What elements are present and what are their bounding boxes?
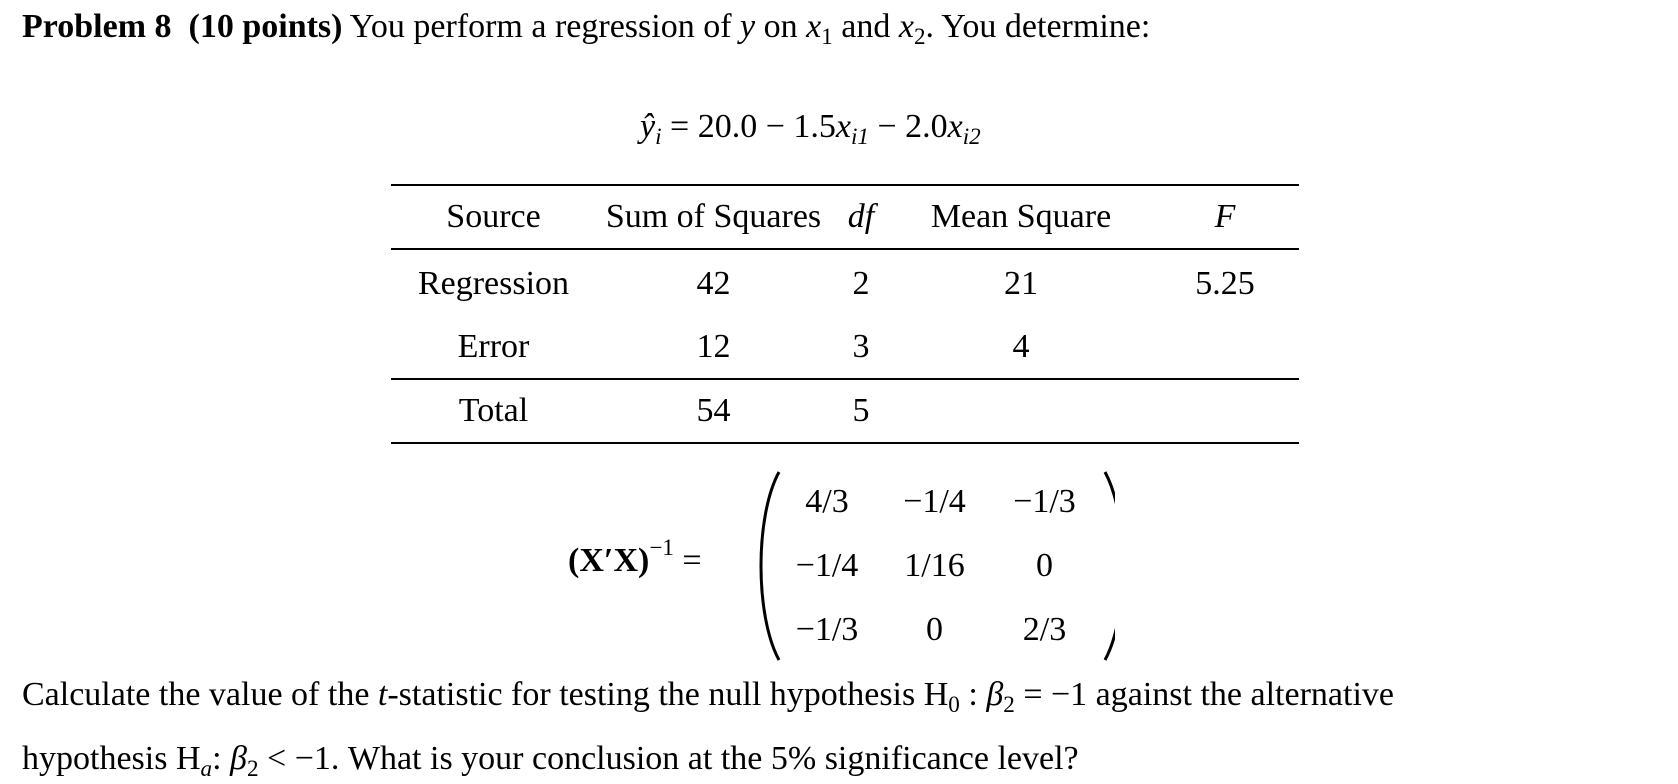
eq-x1: x xyxy=(835,108,851,145)
inverse-exponent: −1 xyxy=(649,534,674,561)
xtx-inverse-matrix xyxy=(755,466,1115,666)
q-beta: β xyxy=(986,676,1004,713)
eq-mid: − 2.0 xyxy=(868,108,948,145)
cell-df: 3 xyxy=(852,328,870,365)
var-y: y xyxy=(740,8,756,45)
cell-df: 5 xyxy=(852,392,870,429)
q-t: t xyxy=(377,676,388,713)
matrix-cell: 2/3 xyxy=(1022,611,1067,648)
table-row xyxy=(391,316,1299,379)
points-label: (10 points) xyxy=(188,8,343,45)
cell-ms xyxy=(891,379,1151,442)
q-text-4: = −1 against the alternative xyxy=(1014,676,1394,713)
cell-ms: 4 xyxy=(1012,328,1030,365)
header-df: df xyxy=(847,198,875,235)
matrix-cell: −1/3 xyxy=(795,611,859,648)
var-x1: x xyxy=(806,8,822,45)
header-mean-square: Mean Square xyxy=(930,198,1112,235)
anova-table xyxy=(391,184,1299,444)
end-text: . You determine: xyxy=(925,8,1151,45)
q-beta-sub: 2 xyxy=(1003,691,1015,718)
q-h0-sub: 0 xyxy=(948,691,960,718)
sub-2: 2 xyxy=(913,23,926,50)
regression-equation xyxy=(640,108,981,150)
anova-header-row xyxy=(391,186,1299,249)
sub-1: 1 xyxy=(821,23,833,50)
q2-text-1: hypothesis H xyxy=(22,740,201,777)
question-line-1 xyxy=(22,676,1394,718)
cell-df: 2 xyxy=(852,265,870,302)
eq-sub-i2: i2 xyxy=(962,123,981,150)
table-row xyxy=(391,379,1299,442)
q2-beta-sub: 2 xyxy=(246,755,259,782)
cell-ms: 21 xyxy=(1004,265,1038,302)
eq-x2: x xyxy=(947,108,963,145)
problem-label: Problem 8 xyxy=(22,8,172,45)
header-source: Source xyxy=(446,198,541,235)
y-hat-sub: i xyxy=(655,123,662,150)
question-line-2 xyxy=(22,740,1079,782)
q-text-3: : xyxy=(959,676,987,713)
and-text: and xyxy=(832,8,899,45)
matrix-cell: −1/3 xyxy=(1013,483,1076,520)
table-row xyxy=(391,249,1299,316)
eq-const: = 20.0 − 1.5 xyxy=(661,108,836,145)
header-f: F xyxy=(1214,198,1236,235)
matrix-cell: 0 xyxy=(926,611,943,648)
xtx-inverse-label: (X′X) xyxy=(568,542,650,579)
matrix-cell: 1/16 xyxy=(904,547,965,584)
matrix-cell: −1/4 xyxy=(903,483,966,520)
cell-source: Regression xyxy=(417,265,570,302)
matrix-cell: −1/4 xyxy=(795,547,859,584)
q-text-2: -statistic for testing the null hypothesis H xyxy=(387,676,949,713)
cell-source: Error xyxy=(457,328,530,365)
right-paren xyxy=(1105,472,1115,660)
matrix-cell: 0 xyxy=(1036,547,1053,584)
q-text-1: Calculate the value of the xyxy=(22,676,378,713)
q2-text-3: < −1. What is your conclusion at the 5% significance level? xyxy=(258,740,1079,777)
cell-f xyxy=(1151,316,1299,379)
header-sum-of-squares: Sum of Squares xyxy=(605,198,822,235)
q2-ha-sub: a xyxy=(200,755,213,782)
problem-statement xyxy=(22,8,1151,50)
q2-text-2: : xyxy=(212,740,231,777)
cell-f xyxy=(1151,379,1299,442)
var-x2: x xyxy=(898,8,914,45)
matrix-lhs xyxy=(568,534,702,580)
eq-sub-i1: i1 xyxy=(850,123,869,150)
matrix-cells xyxy=(777,476,1097,656)
y-hat: ŷ xyxy=(640,108,656,145)
on-text: on xyxy=(755,8,807,45)
matrix-cell: 4/3 xyxy=(805,483,849,520)
cell-ss: 54 xyxy=(696,392,731,429)
cell-ss: 12 xyxy=(696,328,731,365)
q2-beta: β xyxy=(230,740,247,777)
cell-source: Total xyxy=(458,392,529,429)
matrix-equals: = xyxy=(673,542,702,579)
cell-ss: 42 xyxy=(696,265,731,302)
cell-f: 5.25 xyxy=(1195,265,1255,302)
intro-text: You perform a regression of xyxy=(342,8,741,45)
